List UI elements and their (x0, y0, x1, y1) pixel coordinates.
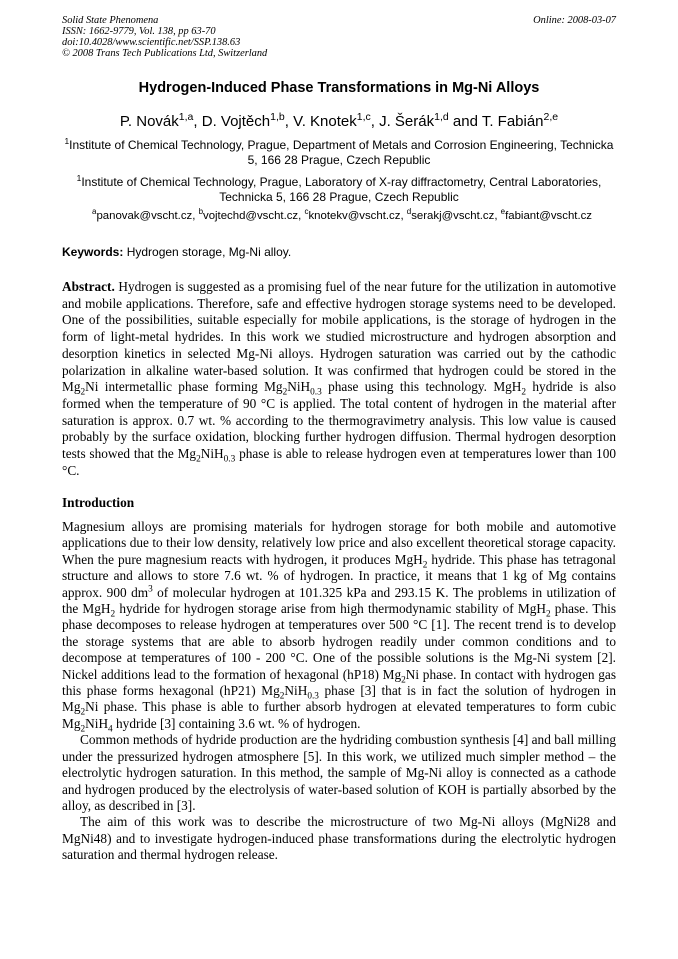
email[interactable]: $^e$fabiant@vscht.cz (500, 207, 592, 222)
abstract (62, 279, 616, 479)
author-list (40, 113, 638, 130)
author: J. Šerák$^{1,d}$ and (379, 111, 482, 130)
author: T. Fabián$^{2,e}$ (481, 111, 559, 130)
keywords-label: Keywords: (62, 245, 124, 259)
author: P. Novák$^{1,a}$, (119, 111, 202, 130)
abstract-text: Hydrogen is suggested as a promising fuel of the near future for the utilization in automotive and mobile applications. Therefore, safe and effective hydrogen storage systems need to be developed. One of the possibilities, suitable especially for mobile applications, is the storage of hydrogen in the form of light-metal hydrides. In this work we studied microstructure and hydrogen absorption and desorption kinetics in selected Mg-Ni alloys. Hydrogen saturation was carried out by the cathodic polarization in alkaline water-based solution. It was confirmed that hydrogen could be stored in the $Mg_2Ni$ intermetallic phase forming $Mg_2NiH_{0.3}$ phase using this technology. MgH$_2$ hydride is also formed when the temperature of 90 °C is applied. The total content of hydrogen in the material after saturation is approx. 0.7 wt. % according to the thermogravimetry analysis. This low value is caused probably by the surface oxidation, blocking further hydrogen diffusion. Thermal hydrogen desorption tests showed that the $Mg_2NiH_{0.3}$ phase is able to release hydrogen even at temperatures lower than 100 °C. (62, 279, 617, 478)
email[interactable]: $^a$panovak@vscht.cz (92, 207, 193, 222)
journal-copyright: © 2008 Trans Tech Publications Ltd, Switzerland (62, 48, 268, 59)
abstract-label: Abstract. (62, 279, 115, 294)
journal-issn: ISSN: 1662-9779, Vol. 138, pp 63-70 (62, 26, 216, 37)
section-heading: Introduction (62, 495, 135, 510)
affiliation: $^1$Institute of Chemical Technology, Prague, Laboratory of X-ray diffractometry, Central Laboratories, Technicka 5, 166 28 Prague, Czech Republic (76, 173, 602, 204)
email[interactable]: $^c$knotekv@vscht.cz (304, 207, 401, 222)
author: V. Knotek$^{1,c}$, (293, 111, 380, 130)
paragraph: Common methods of hydride production are the hydriding combustion synthesis [4] and ball milling under the pressurized hydrogen atmosphere [5]. In this work, we utilized much simpler method – the electrolytic hydrogen saturation. In this method, the sample of Mg-Ni alloy is connected as a cathode and hydrogen produced by the electrolysis of water-based solution of KOH is partially absorbed by the alloy, as described in [3]. (62, 732, 616, 813)
journal-header (62, 15, 267, 59)
keywords (62, 245, 291, 259)
paper-title: Hydrogen-Induced Phase Transformations in Mg-Ni Alloys (138, 80, 540, 96)
journal-doi: doi:10.4028/www.scientific.net/SSP.138.63 (62, 37, 241, 48)
email[interactable]: $^b$vojtechd@vscht.cz (198, 207, 299, 222)
introduction-body (62, 519, 616, 864)
author: D. Vojtěch$^{1,b}$, (201, 111, 294, 130)
affiliation: $^1$Institute of Chemical Technology, Prague, Department of Metals and Corrosion Engineering, Technicka 5, 166 28 Prague, Czech Republic (64, 136, 614, 167)
keywords-text: Hydrogen storage, Mg-Ni alloy. (123, 245, 292, 259)
journal-name: Solid State Phenomena (62, 15, 159, 26)
email-list: $^a$panovak@vscht.cz, $^b$vojtechd@vscht.cz, $^c$knotekv@vscht.cz, $^d$serakj@vscht.cz, $^e$fabiant@vscht.cz (92, 207, 592, 222)
paragraph: The aim of this work was to describe the microstructure of two Mg-Ni alloys (MgNi28 and MgNi48) and to investigate hydrogen-induced phase transformations during the electrolytic hydrogen saturation and thermal hydrogen release. (62, 814, 616, 863)
online-date: Online: 2008-03-07 (533, 15, 616, 26)
email[interactable]: $^d$serakj@vscht.cz (406, 207, 495, 222)
paragraph: Magnesium alloys are promising materials for hydrogen storage for both mobile and automotive applications due to their low density, relatively low price and also excellent theoretical storage capacity. When the pure magnesium reacts with hydrogen, it produces MgH$_2$ hydride. This phase has tetragonal structure and allows to store 7.6 wt. % of hydrogen. In practice, it means that 1 kg of Mg contains approx. 900 $dm^3$ of molecular hydrogen at 101.325 kPa and 293.15 K. The problems in utilization of the MgH$_2$ hydride for hydrogen storage arise from high thermodynamic stability of MgH$_2$ phase. This phase decomposes to release hydrogen at temperatures over 500 °C [1]. The recent trend is to develop the storage systems that are able to absorb hydrogen readily under common conditions and to decompose at temperatures of 100 - 200 °C. One of the possible solutions is the Mg-Ni system [2]. Nickel additions lead to the formation of hexagonal (hP18) $Mg_2Ni$ phase. In contact with hydrogen gas this phase forms hexagonal (hP21) $Mg_2NiH_{0.3}$ phase [3] that is in fact the solution of hydrogen in $Mg_2Ni$ phase. This phase is able to further absorb hydrogen at elevated temperatures to form cubic $Mg_2NiH_4$ hydride [3] containing 3.6 wt. % of hydrogen. (62, 519, 617, 735)
